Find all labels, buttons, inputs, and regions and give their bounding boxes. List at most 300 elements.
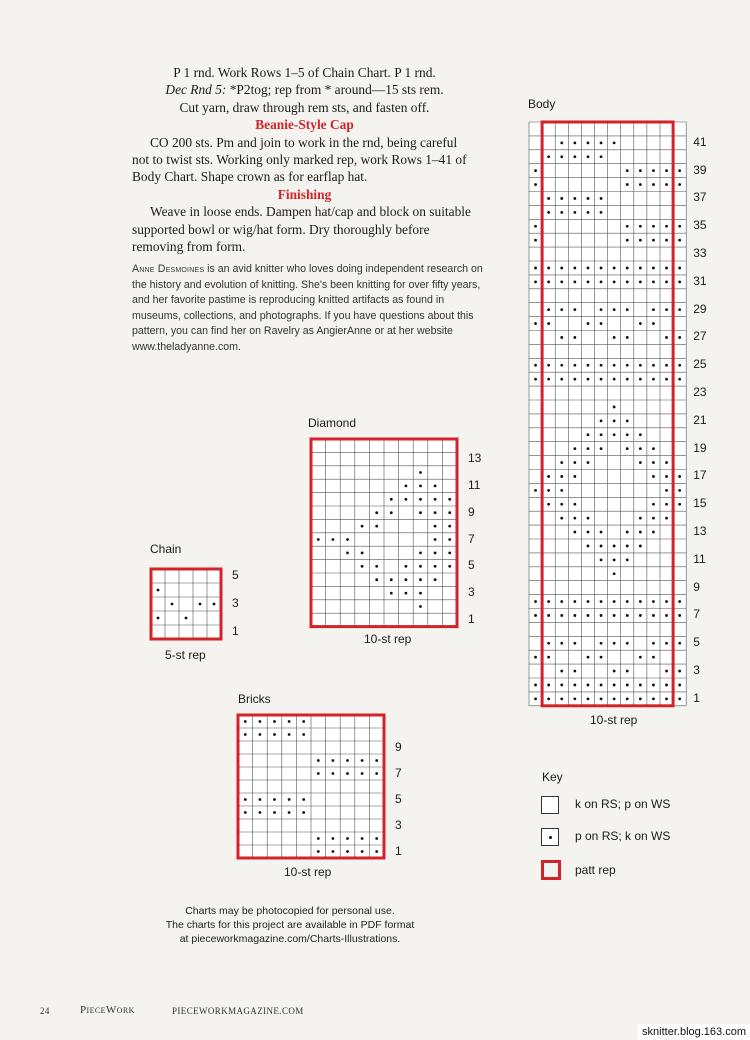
- diamond-purl-dot: [317, 538, 320, 541]
- diamond-purl-dot: [419, 605, 422, 608]
- body-purl-dot: [573, 280, 576, 283]
- diamond-purl-dot: [332, 538, 335, 541]
- bricks-purl-dot: [302, 720, 305, 723]
- body-purl-dot: [560, 197, 563, 200]
- diamond-row-number: 7: [468, 531, 475, 546]
- body-purl-dot: [652, 614, 655, 617]
- body-purl-dot: [573, 461, 576, 464]
- bricks-purl-dot: [332, 850, 335, 853]
- body-purl-dot: [639, 447, 642, 450]
- chain-row-number: 5: [232, 568, 239, 582]
- body-purl-dot: [587, 614, 590, 617]
- body-purl-dot: [600, 211, 603, 214]
- body-purl-dot: [665, 183, 668, 186]
- diamond-purl-dot: [419, 511, 422, 514]
- diamond-rep-label: 10-st rep: [364, 632, 412, 646]
- body-purl-dot: [547, 489, 550, 492]
- body-purl-dot: [665, 378, 668, 381]
- body-purl-dot: [600, 364, 603, 367]
- body-purl-dot: [678, 267, 681, 270]
- body-purl-dot: [626, 419, 629, 422]
- bricks-purl-dot: [288, 798, 291, 801]
- body-purl-dot: [678, 364, 681, 367]
- bricks-purl-dot: [244, 811, 247, 814]
- body-purl-dot: [639, 531, 642, 534]
- body-purl-dot: [613, 406, 616, 409]
- body-purl-dot: [573, 336, 576, 339]
- photocopy-note: [160, 904, 420, 946]
- body-purl-dot: [587, 545, 590, 548]
- body-purl-dot: [573, 378, 576, 381]
- bricks-purl-dot: [375, 850, 378, 853]
- bricks-row-number: 3: [395, 817, 402, 832]
- body-purl-dot: [678, 336, 681, 339]
- body-purl-dot: [626, 684, 629, 687]
- body-row-number: 5: [693, 635, 700, 650]
- diamond-purl-dot: [390, 592, 393, 595]
- body-purl-dot: [600, 433, 603, 436]
- body-purl-dot: [534, 489, 537, 492]
- body-purl-dot: [573, 155, 576, 158]
- body-purl-dot: [639, 225, 642, 228]
- body-purl-dot: [626, 336, 629, 339]
- body-purl-dot: [652, 183, 655, 186]
- body-purl-dot: [600, 642, 603, 645]
- diamond-purl-dot: [434, 498, 437, 501]
- bricks-purl-dot: [244, 720, 247, 723]
- chain-purl-dot: [157, 617, 160, 620]
- diamond-purl-dot: [448, 511, 451, 514]
- body-purl-dot: [560, 670, 563, 673]
- body-purl-dot: [534, 169, 537, 172]
- body-purl-dot: [560, 684, 563, 687]
- body-purl-dot: [587, 267, 590, 270]
- footnote-line-1: Charts may be photocopied for personal use.: [185, 905, 395, 917]
- body-purl-dot: [573, 517, 576, 520]
- diamond-purl-dot: [375, 578, 378, 581]
- diamond-purl-dot: [405, 592, 408, 595]
- body-purl-dot: [626, 600, 629, 603]
- diamond-purl-dot: [375, 511, 378, 514]
- body-purl-dot: [613, 614, 616, 617]
- body-purl-dot: [652, 531, 655, 534]
- body-row-number: 27: [693, 329, 707, 344]
- bricks-purl-dot: [259, 798, 262, 801]
- body-purl-dot: [600, 545, 603, 548]
- bricks-purl-dot: [244, 733, 247, 736]
- bricks-purl-dot: [317, 837, 320, 840]
- body-rep-label: 10-st rep: [590, 713, 638, 727]
- bricks-purl-dot: [259, 733, 262, 736]
- body-purl-dot: [534, 183, 537, 186]
- body-purl-dot: [639, 280, 642, 283]
- body-purl-dot: [587, 155, 590, 158]
- knit-symbol-icon: [541, 796, 559, 814]
- body-purl-dot: [587, 517, 590, 520]
- bricks-row-number: 7: [395, 765, 402, 780]
- body-purl-dot: [560, 697, 563, 700]
- body-purl-dot: [560, 475, 563, 478]
- body-purl-dot: [639, 322, 642, 325]
- body-purl-dot: [652, 308, 655, 311]
- body-purl-dot: [560, 308, 563, 311]
- body-purl-dot: [573, 308, 576, 311]
- diamond-row-number: 13: [468, 451, 482, 466]
- diamond-purl-dot: [346, 538, 349, 541]
- chain-row-number: 3: [232, 596, 239, 610]
- body-purl-dot: [613, 308, 616, 311]
- bricks-purl-dot: [302, 733, 305, 736]
- body-purl-dot: [547, 684, 550, 687]
- body-purl-dot: [639, 517, 642, 520]
- body-row-number: 31: [693, 273, 707, 288]
- body-row-number: 25: [693, 357, 707, 372]
- diamond-purl-dot: [405, 565, 408, 568]
- finishing-heading: Finishing: [277, 186, 332, 202]
- body-purl-dot: [534, 267, 537, 270]
- chain-purl-dot: [199, 603, 202, 606]
- body-purl-dot: [600, 308, 603, 311]
- bricks-purl-dot: [302, 798, 305, 801]
- body-purl-dot: [652, 322, 655, 325]
- body-purl-dot: [573, 600, 576, 603]
- body-row-number: 17: [693, 468, 707, 483]
- body-purl-dot: [652, 475, 655, 478]
- diamond-row-number: 1: [468, 611, 475, 626]
- body-purl-dot: [600, 419, 603, 422]
- diamond-row-number: 11: [468, 477, 481, 492]
- body-purl-dot: [626, 614, 629, 617]
- diamond-purl-dot: [448, 538, 451, 541]
- diamond-row-number: 3: [468, 585, 475, 600]
- body-purl-dot: [573, 503, 576, 506]
- body-purl-dot: [626, 183, 629, 186]
- diamond-purl-dot: [390, 498, 393, 501]
- body-purl-dot: [678, 642, 681, 645]
- dec-rnd-text: *P2tog; rep from * around—15 sts rem.: [226, 82, 444, 98]
- body-purl-dot: [600, 378, 603, 381]
- bricks-purl-dot: [375, 837, 378, 840]
- body-purl-dot: [600, 141, 603, 144]
- body-purl-dot: [613, 670, 616, 673]
- instruction-line-2: [132, 81, 477, 98]
- body-purl-dot: [573, 364, 576, 367]
- body-purl-dot: [665, 267, 668, 270]
- diamond-purl-dot: [434, 552, 437, 555]
- body-purl-dot: [534, 225, 537, 228]
- body-purl-dot: [547, 600, 550, 603]
- body-purl-dot: [652, 239, 655, 242]
- diamond-purl-dot: [419, 565, 422, 568]
- body-purl-dot: [613, 433, 616, 436]
- body-purl-dot: [587, 656, 590, 659]
- key-title: Key: [542, 770, 563, 784]
- body-purl-dot: [547, 364, 550, 367]
- body-purl-dot: [573, 141, 576, 144]
- diamond-purl-dot: [390, 511, 393, 514]
- diamond-purl-dot: [419, 552, 422, 555]
- body-purl-dot: [626, 267, 629, 270]
- body-row-number: 35: [693, 218, 707, 233]
- finishing-text: Weave in loose ends. Dampen hat/cap and block on suitable supported bowl or wig/hat form. Dry thoroughly before removing from form.: [132, 204, 471, 255]
- beanie-text: CO 200 sts. Pm and join to work in the rnd, being careful not to twist sts. Working only marked rep, work Rows 1–41 of Body Chart. Shape crown as for earflap hat.: [132, 134, 467, 185]
- body-purl-dot: [547, 475, 550, 478]
- body-row-number: 15: [693, 496, 707, 511]
- body-purl-dot: [678, 684, 681, 687]
- body-purl-dot: [534, 656, 537, 659]
- body-purl-dot: [573, 211, 576, 214]
- body-purl-dot: [678, 503, 681, 506]
- body-purl-dot: [652, 642, 655, 645]
- body-purl-dot: [587, 322, 590, 325]
- body-purl-dot: [587, 378, 590, 381]
- chain-purl-dot: [185, 617, 188, 620]
- body-row-number: 39: [693, 162, 707, 177]
- body-purl-dot: [573, 670, 576, 673]
- bricks-purl-dot: [375, 759, 378, 762]
- body-purl-dot: [626, 239, 629, 242]
- body-purl-dot: [639, 697, 642, 700]
- body-purl-dot: [600, 197, 603, 200]
- body-purl-dot: [587, 697, 590, 700]
- body-purl-dot: [534, 322, 537, 325]
- body-purl-dot: [573, 684, 576, 687]
- body-purl-dot: [547, 155, 550, 158]
- bricks-purl-dot: [361, 837, 364, 840]
- body-purl-dot: [560, 461, 563, 464]
- body-purl-dot: [639, 614, 642, 617]
- body-purl-dot: [534, 364, 537, 367]
- diamond-row-number: 9: [468, 504, 475, 519]
- body-purl-dot: [678, 475, 681, 478]
- body-purl-dot: [573, 614, 576, 617]
- diamond-purl-dot: [434, 578, 437, 581]
- bricks-purl-dot: [288, 720, 291, 723]
- bricks-purl-dot: [375, 772, 378, 775]
- body-purl-dot: [547, 197, 550, 200]
- bricks-purl-dot: [346, 759, 349, 762]
- footnote-line-2: The charts for this project are available in PDF format: [165, 919, 415, 931]
- body-purl-dot: [547, 308, 550, 311]
- body-row-number: 23: [693, 385, 707, 400]
- chain-purl-dot: [157, 589, 160, 592]
- bricks-purl-dot: [273, 720, 276, 723]
- body-purl-dot: [626, 169, 629, 172]
- body-purl-dot: [652, 697, 655, 700]
- body-purl-dot: [613, 419, 616, 422]
- instruction-line-1: P 1 rnd. Work Rows 1–5 of Chain Chart. P 1 rnd.: [173, 65, 436, 80]
- diamond-row-number: 5: [468, 558, 475, 573]
- body-purl-dot: [547, 503, 550, 506]
- body-purl-dot: [560, 364, 563, 367]
- bricks-purl-dot: [288, 811, 291, 814]
- body-purl-dot: [547, 642, 550, 645]
- body-chart: [528, 121, 687, 707]
- body-purl-dot: [547, 378, 550, 381]
- body-row-number: 29: [693, 301, 707, 316]
- magazine-website: PIECEWORKMAGAZINE.COM: [172, 1006, 304, 1016]
- beanie-heading: Beanie-Style Cap: [255, 117, 354, 133]
- diamond-purl-dot: [405, 578, 408, 581]
- body-row-number: 21: [693, 412, 707, 427]
- body-row-number: 1: [693, 690, 700, 705]
- body-purl-dot: [665, 475, 668, 478]
- diamond-purl-dot: [448, 565, 451, 568]
- body-purl-dot: [678, 169, 681, 172]
- body-purl-dot: [600, 447, 603, 450]
- body-purl-dot: [678, 308, 681, 311]
- body-purl-dot: [639, 364, 642, 367]
- body-purl-dot: [600, 322, 603, 325]
- body-row-number: 11: [693, 551, 706, 566]
- body-purl-dot: [573, 642, 576, 645]
- instructions-text: [132, 64, 477, 255]
- body-purl-dot: [626, 670, 629, 673]
- body-purl-dot: [626, 225, 629, 228]
- key-item-rep: patt rep: [575, 863, 616, 877]
- diamond-purl-dot: [419, 578, 422, 581]
- body-purl-dot: [665, 169, 668, 172]
- body-purl-dot: [600, 614, 603, 617]
- diamond-purl-dot: [361, 525, 364, 528]
- body-purl-dot: [639, 600, 642, 603]
- chain-rep-label: 5-st rep: [165, 648, 206, 662]
- body-purl-dot: [587, 280, 590, 283]
- body-purl-dot: [678, 489, 681, 492]
- bricks-purl-dot: [361, 850, 364, 853]
- body-purl-dot: [600, 600, 603, 603]
- body-purl-dot: [678, 239, 681, 242]
- body-purl-dot: [652, 600, 655, 603]
- body-purl-dot: [678, 280, 681, 283]
- author-bio: [132, 262, 492, 356]
- diamond-purl-dot: [434, 525, 437, 528]
- body-purl-dot: [534, 280, 537, 283]
- diamond-purl-dot: [375, 525, 378, 528]
- body-purl-dot: [665, 503, 668, 506]
- body-purl-dot: [626, 697, 629, 700]
- bricks-chart-title: Bricks: [238, 692, 271, 706]
- body-purl-dot: [600, 531, 603, 534]
- body-purl-dot: [547, 656, 550, 659]
- diamond-purl-dot: [419, 485, 422, 488]
- body-purl-dot: [652, 517, 655, 520]
- body-row-number: 7: [693, 607, 700, 622]
- body-purl-dot: [678, 183, 681, 186]
- body-purl-dot: [652, 267, 655, 270]
- body-purl-dot: [665, 280, 668, 283]
- bricks-row-number: 1: [395, 843, 402, 858]
- body-purl-dot: [665, 239, 668, 242]
- body-purl-dot: [560, 642, 563, 645]
- body-purl-dot: [665, 697, 668, 700]
- body-purl-dot: [587, 211, 590, 214]
- body-purl-dot: [587, 600, 590, 603]
- bricks-purl-dot: [273, 798, 276, 801]
- diamond-purl-dot: [434, 485, 437, 488]
- body-purl-dot: [626, 378, 629, 381]
- body-purl-dot: [560, 267, 563, 270]
- body-chart-title: Body: [528, 97, 556, 111]
- body-purl-dot: [560, 141, 563, 144]
- body-purl-dot: [600, 684, 603, 687]
- chain-chart: [150, 568, 222, 640]
- body-purl-dot: [626, 308, 629, 311]
- body-row-number: 33: [693, 246, 707, 261]
- bricks-purl-dot: [346, 850, 349, 853]
- diamond-chart: [310, 438, 458, 628]
- body-purl-dot: [613, 378, 616, 381]
- diamond-purl-dot: [419, 471, 422, 474]
- bricks-purl-dot: [259, 720, 262, 723]
- body-purl-dot: [626, 558, 629, 561]
- body-purl-dot: [626, 545, 629, 548]
- body-purl-dot: [639, 461, 642, 464]
- body-purl-dot: [587, 364, 590, 367]
- body-purl-dot: [613, 684, 616, 687]
- dec-rnd-label: Dec Rnd 5:: [165, 82, 227, 98]
- body-purl-dot: [678, 225, 681, 228]
- body-purl-dot: [573, 197, 576, 200]
- diamond-purl-dot: [434, 565, 437, 568]
- author-bio-text: is an avid knitter who loves doing independent research on the history and evolution of knitting. She's been knitting for over fifty years, and her favorite pastime is reproducing knitted artifacts as found in museums, collections, and photographs. If you have questions about this pattern, you can find her on Ravelry as AngierAnne or at her website www.theladyanne.com.: [132, 263, 483, 353]
- body-purl-dot: [547, 697, 550, 700]
- body-purl-dot: [626, 433, 629, 436]
- body-purl-dot: [652, 169, 655, 172]
- chain-purl-dot: [213, 603, 216, 606]
- body-purl-dot: [613, 364, 616, 367]
- body-purl-dot: [639, 169, 642, 172]
- bricks-purl-dot: [273, 811, 276, 814]
- body-purl-dot: [652, 447, 655, 450]
- body-purl-dot: [534, 684, 537, 687]
- body-purl-dot: [600, 155, 603, 158]
- body-purl-dot: [652, 280, 655, 283]
- body-purl-dot: [600, 697, 603, 700]
- body-purl-dot: [639, 684, 642, 687]
- bricks-purl-dot: [302, 811, 305, 814]
- page-number: 24: [40, 1006, 50, 1016]
- body-purl-dot: [560, 155, 563, 158]
- body-purl-dot: [652, 364, 655, 367]
- body-purl-dot: [626, 364, 629, 367]
- body-purl-dot: [665, 670, 668, 673]
- body-purl-dot: [613, 280, 616, 283]
- body-purl-dot: [678, 614, 681, 617]
- diamond-purl-dot: [448, 498, 451, 501]
- body-purl-dot: [652, 656, 655, 659]
- bricks-purl-dot: [317, 772, 320, 775]
- body-purl-dot: [547, 322, 550, 325]
- body-row-number: 13: [693, 524, 707, 539]
- instruction-line-3: Cut yarn, draw through rem sts, and fasten off.: [179, 99, 430, 115]
- diamond-purl-dot: [361, 552, 364, 555]
- body-purl-dot: [587, 141, 590, 144]
- body-purl-dot: [639, 183, 642, 186]
- body-purl-dot: [665, 308, 668, 311]
- body-purl-dot: [665, 364, 668, 367]
- body-purl-dot: [587, 197, 590, 200]
- body-purl-dot: [652, 461, 655, 464]
- footnote-line-3: at pieceworkmagazine.com/Charts-Illustrations.: [179, 933, 401, 945]
- body-row-number: 9: [693, 579, 700, 594]
- bricks-rep-label: 10-st rep: [284, 865, 332, 879]
- body-purl-dot: [534, 239, 537, 242]
- body-purl-dot: [665, 614, 668, 617]
- bricks-purl-dot: [317, 850, 320, 853]
- body-purl-dot: [560, 489, 563, 492]
- chain-purl-dot: [171, 603, 174, 606]
